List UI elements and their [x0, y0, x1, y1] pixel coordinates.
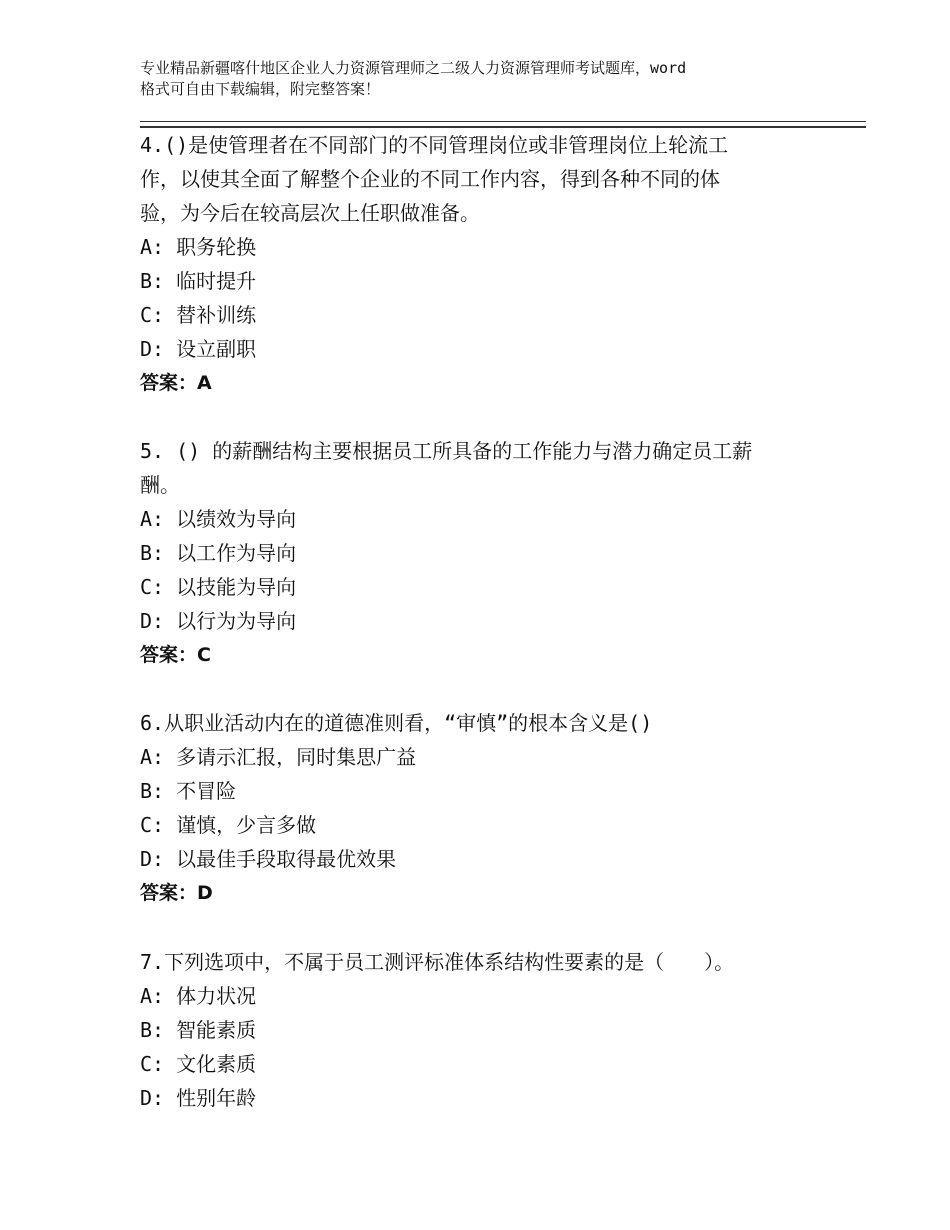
option-d: D: 以行为为导向 — [140, 609, 297, 633]
option-b: B: 以工作为导向 — [140, 541, 297, 565]
option-c: C: 以技能为导向 — [140, 575, 297, 599]
option-d: D: 以最佳手段取得最优效果 — [140, 847, 397, 871]
question-7 — [140, 945, 820, 1115]
question-stem-line: 4.()是使管理者在不同部门的不同管理岗位或非管理岗位上轮流工 — [140, 133, 729, 157]
answer: 答案：A — [140, 372, 212, 394]
option-b: B: 智能素质 — [140, 1018, 257, 1042]
header-divider-thin — [140, 121, 866, 122]
header-line-2: 格式可自由下载编辑，附完整答案！ — [140, 80, 381, 98]
option-c: C: 谨慎，少言多做 — [140, 813, 317, 837]
header-line-1: 专业精品新疆喀什地区企业人力资源管理师之二级人力资源管理师考试题库，word — [140, 59, 687, 77]
document-header — [140, 58, 840, 100]
option-b: B: 临时提升 — [140, 269, 257, 293]
question-5 — [140, 434, 820, 672]
option-d: D: 性别年龄 — [140, 1086, 257, 1110]
option-a: A: 职务轮换 — [140, 235, 257, 259]
option-d: D: 设立副职 — [140, 337, 257, 361]
question-stem-line: 作，以使其全面了解整个企业的不同工作内容，得到各种不同的体 — [140, 167, 720, 191]
question-stem-line: 验，为今后在较高层次上任职做准备。 — [140, 201, 480, 225]
question-4 — [140, 128, 820, 400]
question-stem-line: 酬。 — [140, 473, 180, 497]
option-a: A: 体力状况 — [140, 984, 257, 1008]
answer: 答案：D — [140, 882, 213, 904]
option-b: B: 不冒险 — [140, 779, 237, 803]
answer: 答案：C — [140, 644, 211, 666]
question-stem-line: 7.下列选项中，不属于员工测评标准体系结构性要素的是（ ）。 — [140, 950, 735, 974]
question-stem-line: 6.从职业活动内在的道德准则看，“审慎”的根本含义是() — [140, 711, 653, 735]
option-a: A: 以绩效为导向 — [140, 507, 297, 531]
question-6 — [140, 706, 820, 910]
question-stem-line: 5. () 的薪酬结构主要根据员工所具备的工作能力与潜力确定员工薪 — [140, 439, 753, 463]
option-c: C: 替补训练 — [140, 303, 257, 327]
option-c: C: 文化素质 — [140, 1052, 257, 1076]
option-a: A: 多请示汇报，同时集思广益 — [140, 745, 417, 769]
